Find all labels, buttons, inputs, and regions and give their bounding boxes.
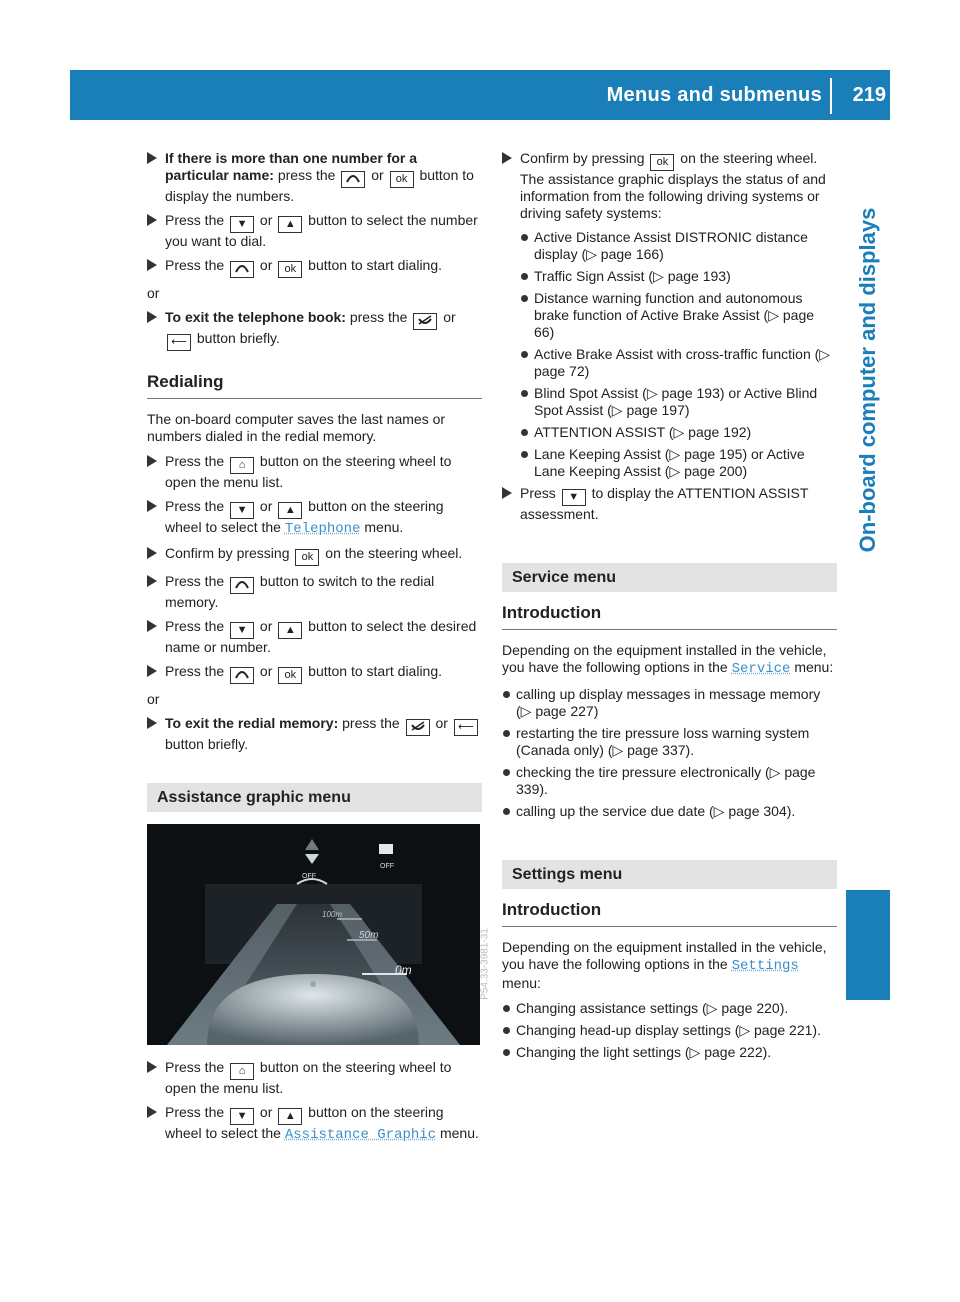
bullet-icon bbox=[503, 1049, 510, 1056]
instruction-step bbox=[147, 453, 482, 491]
step-emphasis: To exit the redial memory: bbox=[165, 715, 339, 731]
step-text: button to select the desired name or number. bbox=[165, 618, 477, 655]
list-item-text: Traffic Sign Assist (▷ page 193) bbox=[534, 268, 731, 284]
ok-key-icon: ok bbox=[278, 667, 302, 684]
ok-key-icon: ok bbox=[278, 261, 302, 278]
back-key-icon: ⟵ bbox=[454, 719, 478, 736]
step-text: or bbox=[259, 663, 273, 679]
step-arrow-icon bbox=[147, 500, 157, 512]
menu-name: Assistance Graphic bbox=[284, 1127, 437, 1143]
instruction-step bbox=[147, 573, 482, 611]
list-item-text: Lane Keeping Assist (▷ page 195) or Active Lane Keeping Assist (▷ page 200) bbox=[534, 446, 805, 479]
step-text: or bbox=[259, 618, 273, 634]
step-arrow-icon bbox=[147, 259, 157, 271]
instruction-step bbox=[147, 618, 482, 656]
bullet-icon bbox=[503, 730, 510, 737]
step-text: button to display the numbers. bbox=[165, 167, 474, 204]
step-text: Press the bbox=[165, 618, 225, 634]
or-separator: or bbox=[147, 285, 160, 301]
step-text: Press the bbox=[165, 212, 225, 228]
instruction-step bbox=[147, 715, 482, 753]
step-text: button briefly. bbox=[196, 330, 280, 346]
bullet-icon bbox=[521, 234, 528, 241]
paragraph-text: menu: bbox=[502, 975, 541, 991]
instruction-step bbox=[147, 545, 482, 566]
list-item bbox=[502, 725, 837, 759]
instruction-step bbox=[147, 663, 482, 684]
step-arrow-icon bbox=[147, 665, 157, 677]
list-item bbox=[502, 803, 837, 820]
ok-key-icon: ok bbox=[650, 154, 674, 171]
coffee-cup-icon bbox=[379, 844, 393, 854]
hang-up-icon bbox=[406, 719, 430, 736]
step-emphasis: If there is more than one number for a particular name: bbox=[165, 150, 418, 183]
home-key-icon: ⌂ bbox=[230, 1063, 254, 1080]
paragraph-text: menu: bbox=[794, 659, 834, 675]
step-emphasis: To exit the telephone book: bbox=[165, 309, 346, 325]
hang-up-icon bbox=[413, 313, 437, 330]
bullet-icon bbox=[521, 451, 528, 458]
list-item bbox=[502, 1044, 837, 1061]
bullet-icon bbox=[521, 273, 528, 280]
step-text: button to start dialing. bbox=[308, 663, 443, 679]
assistance-graphic-illustration bbox=[147, 824, 480, 1045]
step-arrow-icon bbox=[147, 717, 157, 729]
list-item bbox=[502, 1022, 837, 1039]
distance-marker: 100m bbox=[322, 910, 343, 919]
chapter-label: On-board computer and displays bbox=[855, 207, 880, 553]
step-text: button on the steering wheel to open the menu list. bbox=[165, 1059, 452, 1096]
step-text: Press bbox=[520, 485, 556, 501]
list-item-text: Changing the light settings (▷ page 222). bbox=[516, 1044, 772, 1060]
step-text: button on the steering wheel to select the bbox=[165, 1104, 444, 1141]
page-number: 219 bbox=[852, 84, 886, 106]
section-heading-introduction: Introduction bbox=[502, 604, 837, 630]
back-key-icon: ⟵ bbox=[167, 334, 191, 351]
list-item-text: restarting the tire pressure loss warning system (Canada only) (▷ page 337). bbox=[516, 725, 810, 758]
right-column bbox=[502, 150, 837, 1066]
step-text: Press the bbox=[165, 498, 225, 514]
bullet-icon bbox=[503, 691, 510, 698]
step-text: button on the steering wheel to select the bbox=[165, 498, 444, 535]
list-item bbox=[502, 1000, 837, 1017]
up-arrow-key-icon: ▲ bbox=[278, 622, 302, 639]
instruction-step bbox=[147, 1059, 482, 1097]
header-divider bbox=[830, 78, 832, 114]
step-text: on the steering wheel. bbox=[680, 150, 818, 166]
list-item-text: Blind Spot Assist (▷ page 193) or Active Blind Spot Assist (▷ page 197) bbox=[534, 385, 818, 418]
service-options-list bbox=[502, 686, 837, 820]
figure-id: P54.33-3981-31 bbox=[480, 928, 491, 1000]
instruction-step bbox=[502, 150, 837, 222]
phone-icon bbox=[341, 171, 365, 188]
step-arrow-icon bbox=[502, 152, 512, 164]
step-arrow-icon bbox=[502, 487, 512, 499]
step-text: button on the steering wheel to open the menu list. bbox=[165, 453, 452, 490]
menu-name: Service bbox=[731, 661, 791, 677]
step-text: Press the bbox=[165, 257, 225, 273]
step-arrow-icon bbox=[147, 547, 157, 559]
step-text: menu. bbox=[364, 519, 404, 535]
step-text: press the bbox=[342, 715, 400, 731]
down-arrow-key-icon: ▼ bbox=[230, 622, 254, 639]
list-item-text: Distance warning function and autonomous brake function of Active Brake Assist (▷ page 66) bbox=[534, 290, 815, 340]
step-arrow-icon bbox=[147, 455, 157, 467]
step-arrow-icon bbox=[147, 152, 157, 164]
paragraph bbox=[502, 642, 837, 678]
settings-options-list bbox=[502, 1000, 837, 1061]
bullet-icon bbox=[503, 1005, 510, 1012]
step-text: press the bbox=[277, 167, 336, 183]
or-separator: or bbox=[147, 691, 160, 707]
step-text: menu. bbox=[439, 1125, 479, 1141]
list-item-text: Changing assistance settings (▷ page 220). bbox=[516, 1000, 789, 1016]
step-text: Press the bbox=[165, 1104, 225, 1120]
home-key-icon: ⌂ bbox=[230, 457, 254, 474]
instruction-step bbox=[147, 257, 482, 278]
phone-icon bbox=[230, 667, 254, 684]
section-heading-introduction: Introduction bbox=[502, 901, 837, 927]
down-arrow-key-icon: ▼ bbox=[230, 502, 254, 519]
step-text: button to start dialing. bbox=[308, 257, 443, 273]
section-box-settings-menu: Settings menu bbox=[502, 860, 837, 889]
paragraph-text: Depending on the equipment installed in the vehicle, you have the following options in the bbox=[502, 642, 827, 675]
list-item-text: Changing head-up display settings (▷ page 221). bbox=[516, 1022, 821, 1038]
paragraph bbox=[502, 939, 837, 992]
off-label: OFF bbox=[302, 873, 316, 880]
bullet-icon bbox=[503, 1027, 510, 1034]
step-description: The assistance graphic displays the status of and information from the following driving systems or driving safety systems: bbox=[520, 171, 826, 221]
list-item bbox=[520, 229, 837, 263]
list-item bbox=[520, 268, 837, 285]
menu-name: Telephone bbox=[284, 521, 361, 537]
list-item bbox=[520, 424, 837, 441]
menu-name: Settings bbox=[731, 958, 799, 974]
side-tab bbox=[846, 120, 890, 1000]
instruction-step bbox=[147, 498, 482, 538]
step-text: or bbox=[435, 715, 448, 731]
up-arrow-key-icon: ▲ bbox=[278, 1108, 302, 1125]
step-text: Press the bbox=[165, 453, 225, 469]
step-text: or bbox=[443, 309, 456, 325]
step-arrow-icon bbox=[147, 1106, 157, 1118]
step-text: Press the bbox=[165, 573, 225, 589]
step-text: or bbox=[259, 212, 273, 228]
assistance-graphic-figure bbox=[147, 824, 491, 1045]
distance-marker: 0m bbox=[395, 963, 412, 977]
down-arrow-key-icon: ▼ bbox=[562, 489, 586, 506]
step-text: to display the ATTENTION ASSIST assessment. bbox=[520, 485, 809, 522]
step-text: Press the bbox=[165, 663, 225, 679]
step-arrow-icon bbox=[147, 214, 157, 226]
instruction-step bbox=[147, 309, 482, 351]
ok-key-icon: ok bbox=[295, 549, 319, 566]
phone-icon bbox=[230, 261, 254, 278]
instruction-step bbox=[502, 485, 837, 523]
list-item bbox=[520, 446, 837, 480]
section-title: Menus and submenus bbox=[606, 84, 822, 106]
list-item-text: Active Brake Assist with cross-traffic function (▷ page 72) bbox=[534, 346, 831, 379]
section-box-service-menu: Service menu bbox=[502, 563, 837, 592]
paragraph-text: Depending on the equipment installed in the vehicle, you have the following options in the bbox=[502, 939, 827, 972]
bullet-icon bbox=[521, 351, 528, 358]
paragraph: The on-board computer saves the last names or numbers dialed in the redial memory. bbox=[147, 411, 446, 444]
step-text: Confirm by pressing bbox=[165, 545, 290, 561]
bullet-icon bbox=[503, 808, 510, 815]
list-item bbox=[520, 385, 837, 419]
list-item-text: Active Distance Assist DISTRONIC distance display (▷ page 166) bbox=[534, 229, 808, 262]
list-item-text: calling up display messages in message memory (▷ page 227) bbox=[516, 686, 821, 719]
section-heading-redialing: Redialing bbox=[147, 373, 482, 399]
ok-key-icon: ok bbox=[390, 171, 414, 188]
list-item bbox=[502, 764, 837, 798]
step-text: Press the bbox=[165, 1059, 225, 1075]
step-text: press the bbox=[349, 309, 408, 325]
thumb-index-block bbox=[846, 890, 890, 1000]
up-arrow-key-icon: ▲ bbox=[278, 502, 302, 519]
up-arrow-key-icon: ▲ bbox=[278, 216, 302, 233]
list-item bbox=[520, 290, 837, 341]
step-text: or bbox=[371, 167, 384, 183]
step-text: button to switch to the redial memory. bbox=[165, 573, 435, 610]
bullet-icon bbox=[503, 769, 510, 776]
step-text: button to select the number you want to dial. bbox=[165, 212, 478, 249]
list-item-text: calling up the service due date (▷ page 304). bbox=[516, 803, 796, 819]
left-column bbox=[147, 150, 491, 1151]
step-arrow-icon bbox=[147, 575, 157, 587]
step-text: button briefly. bbox=[165, 736, 249, 752]
instruction-step bbox=[147, 150, 482, 205]
list-item bbox=[502, 686, 837, 720]
bullet-icon bbox=[521, 295, 528, 302]
section-box-assistance-graphic: Assistance graphic menu bbox=[147, 783, 482, 812]
instruction-step bbox=[147, 1104, 482, 1144]
step-text: or bbox=[259, 257, 273, 273]
bullet-icon bbox=[521, 429, 528, 436]
step-text: on the steering wheel. bbox=[325, 545, 463, 561]
phone-icon bbox=[230, 577, 254, 594]
step-text: Confirm by pressing bbox=[520, 150, 645, 166]
header-bar bbox=[70, 70, 890, 120]
list-item-text: ATTENTION ASSIST (▷ page 192) bbox=[534, 424, 752, 440]
step-arrow-icon bbox=[147, 311, 157, 323]
distance-marker: 50m bbox=[359, 930, 379, 941]
step-arrow-icon bbox=[147, 1061, 157, 1073]
down-arrow-key-icon: ▼ bbox=[230, 1108, 254, 1125]
step-text: or bbox=[259, 1104, 273, 1120]
list-item-text: checking the tire pressure electronically (▷ page 339). bbox=[516, 764, 816, 797]
instruction-step bbox=[147, 212, 482, 250]
list-item bbox=[520, 346, 837, 380]
off-label: OFF bbox=[380, 863, 394, 870]
step-text: or bbox=[259, 498, 273, 514]
down-arrow-key-icon: ▼ bbox=[230, 216, 254, 233]
step-arrow-icon bbox=[147, 620, 157, 632]
bullet-icon bbox=[521, 390, 528, 397]
assist-systems-list bbox=[502, 229, 837, 480]
